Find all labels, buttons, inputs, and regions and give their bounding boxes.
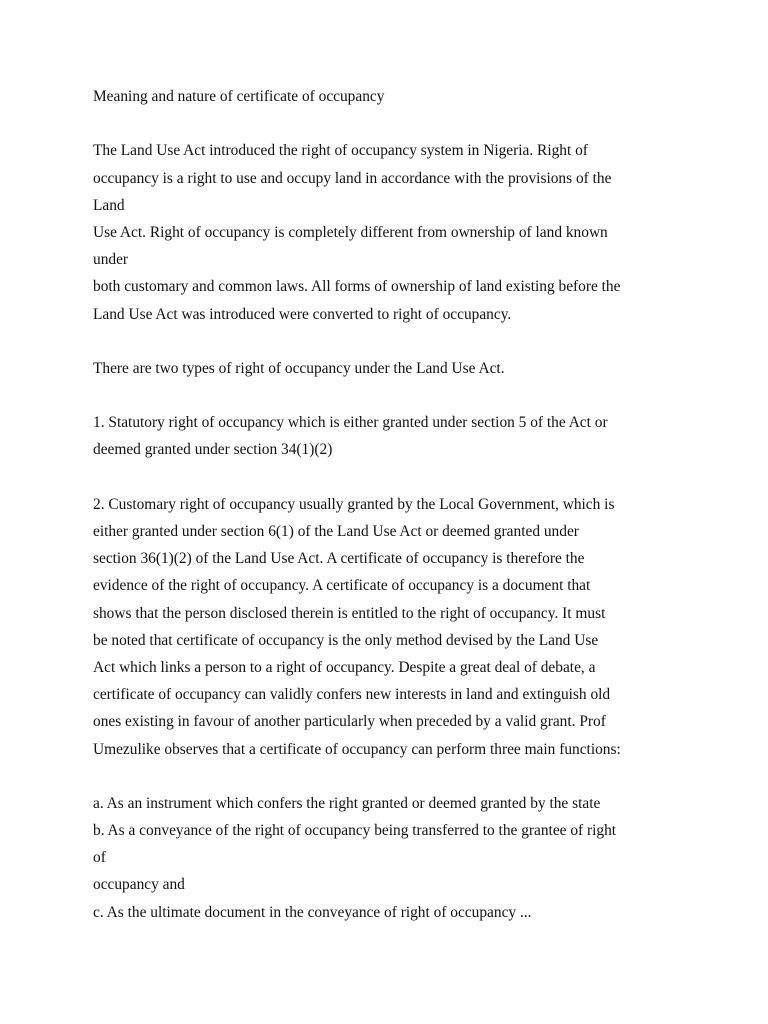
- text-line: either granted under section 6(1) of the Land Use Act or deemed granted under: [93, 523, 579, 540]
- paragraph-spacer: [93, 763, 683, 790]
- text-line: Act which links a person to a right of occupancy. Despite a great deal of debate, a: [93, 658, 596, 676]
- text-line: 2. Customary right of occupancy usually granted by the Local Government, which is: [93, 495, 615, 513]
- text-line: Land: [93, 196, 125, 214]
- list-item-customary: [93, 491, 683, 763]
- text-line: of: [93, 849, 106, 867]
- text-line: both customary and common laws. All forms of ownership of land existing before the: [93, 278, 621, 296]
- text-line: Umezulike observes that a certificate of occupancy can perform three main functions:: [93, 740, 621, 758]
- paragraph-two-types: [93, 355, 683, 382]
- text-line: a. As an instrument which confers the right granted or deemed granted by the state: [93, 794, 601, 812]
- text-line: occupancy is a right to use and occupy land in accordance with the provisions of the: [93, 169, 612, 187]
- text-line: under: [93, 251, 129, 269]
- functions-list: [93, 790, 683, 926]
- text-line: certificate of occupancy can validly confers new interests in land and extinguish old: [93, 686, 611, 704]
- text-line: Land Use Act was introduced were converted to right of occupancy.: [93, 305, 512, 323]
- list-item-statutory: [93, 409, 683, 463]
- text-line: occupancy and: [93, 876, 185, 894]
- text-line: The Land Use Act introduced the right of occupancy system in Nigeria. Right of: [93, 142, 588, 160]
- text-line: evidence of the right of occupancy. A certificate of occupancy is a document that: [93, 577, 591, 595]
- text-line: b. As a conveyance of the right of occupancy being transferred to the grantee of right: [93, 822, 617, 840]
- text-line: 1. Statutory right of occupancy which is either granted under section 5 of the Act or: [93, 414, 608, 432]
- paragraph-spacer: [93, 464, 683, 491]
- paragraph-spacer: [93, 328, 683, 355]
- text-line: Use Act. Right of occupancy is completely different from ownership of land known: [93, 223, 608, 241]
- paragraph-spacer: [93, 110, 683, 137]
- text-line: deemed granted under section 34(1)(2): [93, 441, 333, 459]
- text-line: shows that the person disclosed therein is entitled to the right of occupancy. It must: [93, 604, 606, 622]
- text-line: section 36(1)(2) of the Land Use Act. A certificate of occupancy is therefore the: [93, 550, 585, 568]
- text-line: There are two types of right of occupancy under the Land Use Act.: [93, 359, 505, 377]
- document-body: [93, 83, 683, 926]
- text-line: c. As the ultimate document in the conveyance of right of occupancy ...: [93, 903, 532, 921]
- text-line: ones existing in favour of another particularly when preceded by a valid grant. Prof: [93, 713, 606, 731]
- paragraph-spacer: [93, 382, 683, 409]
- text-line: be noted that certificate of occupancy is the only method devised by the Land Use: [93, 631, 599, 649]
- paragraph-land-use-act: [93, 137, 683, 327]
- document-title: Meaning and nature of certificate of occupancy: [93, 88, 385, 105]
